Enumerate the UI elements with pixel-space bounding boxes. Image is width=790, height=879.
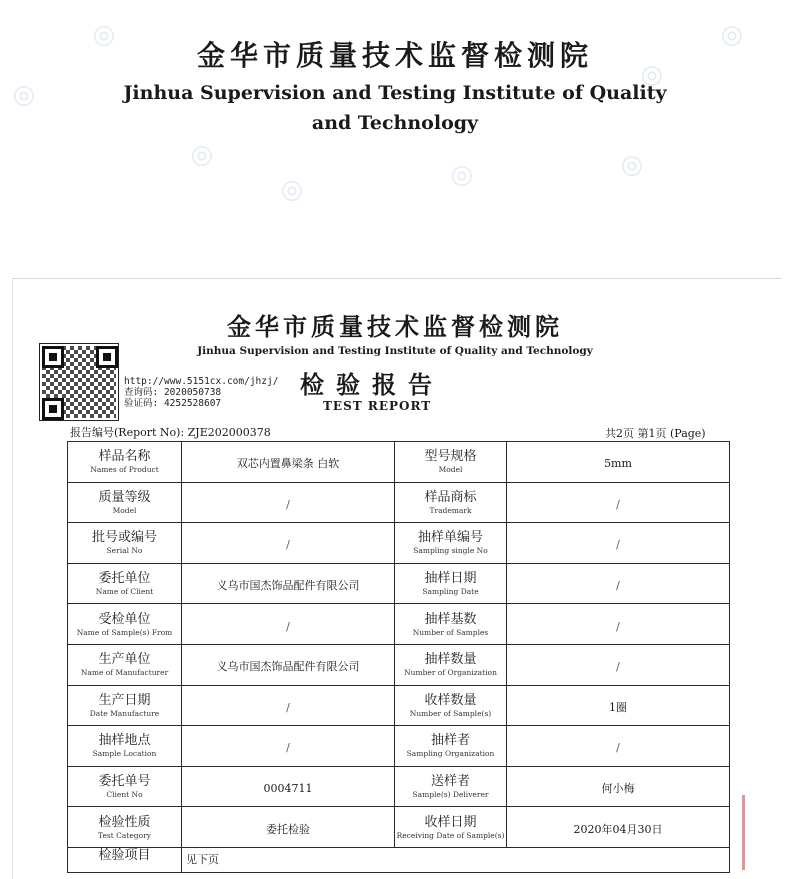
watermark-logo-icon: ◎ [634, 56, 668, 94]
page-header [0, 0, 790, 235]
table-row [68, 685, 730, 726]
field-value [507, 523, 730, 564]
field-label-en: Model [112, 505, 137, 515]
watermark-logo-icon: ◎ [86, 16, 120, 54]
field-label-en: Sample(s) Deliverer [412, 790, 489, 800]
table-row [68, 644, 730, 685]
report-title-en: TEST REPORT [323, 399, 432, 413]
field-label [395, 442, 507, 483]
field-label [395, 766, 507, 807]
watermark-logo-icon: ◎ [714, 16, 748, 54]
field-label [68, 807, 182, 848]
field-value [182, 604, 395, 645]
field-label-en: Date Manufacture [89, 708, 160, 718]
field-value-text: 义乌市国杰饰品配件有限公司 [216, 660, 360, 674]
watermark-logo-icon: ◎ [6, 76, 40, 114]
field-label-cn: 样品名称 [98, 449, 151, 465]
field-label-cn: 收样数量 [424, 692, 477, 708]
field-label-en: Test Category [98, 830, 151, 840]
field-label-cn: 抽样者 [430, 733, 470, 749]
field-label-en: Name of Manufacturer [80, 668, 169, 678]
field-value-text: / [286, 538, 290, 552]
field-label-en: Sampling Date [422, 587, 479, 597]
qr-url: http://www.5151cx.com/jhzj/ [124, 376, 279, 387]
field-value-text: 双芯内置鼻梁条 白软 [236, 457, 340, 471]
field-label-cn: 受检单位 [98, 611, 151, 627]
report-info-table [67, 441, 730, 873]
field-label-en: Sample Location [92, 749, 157, 759]
field-value [182, 644, 395, 685]
field-label-en: Number of Organization [404, 668, 497, 678]
field-value [182, 807, 395, 848]
field-value [507, 604, 730, 645]
field-label [68, 563, 182, 604]
verify-code: 验证码: 4252528607 [124, 398, 222, 409]
field-label [68, 604, 182, 645]
field-label-cn: 委托单位 [98, 571, 151, 587]
field-label-cn: 收样日期 [424, 814, 477, 830]
field-label-cn: 委托单号 [98, 774, 151, 790]
field-value-text: 0004711 [263, 782, 313, 796]
field-label [395, 482, 507, 523]
field-label [68, 766, 182, 807]
page-info: 共2页 第1页 (Page) [605, 427, 706, 440]
table-row [68, 766, 730, 807]
field-label [395, 726, 507, 767]
field-value [507, 807, 730, 848]
field-value-text: / [616, 538, 620, 552]
table-row [68, 482, 730, 523]
field-label-cn: 抽样数量 [424, 652, 477, 668]
field-label [68, 442, 182, 483]
qr-finder-pattern [42, 346, 64, 368]
field-label-cn: 样品商标 [424, 489, 477, 505]
qr-finder-pattern [96, 346, 118, 368]
field-value-text: / [616, 741, 620, 755]
field-label-en: Receiving Date of Sample(s) [396, 830, 505, 840]
field-label [395, 644, 507, 685]
field-value [507, 644, 730, 685]
field-label-cn: 检验项目 [98, 847, 151, 863]
report-title-cn: 检验报告 [300, 370, 444, 399]
watermark-logo-icon: ◎ [444, 156, 478, 194]
qr-info [124, 376, 278, 409]
field-label-cn: 质量等级 [98, 489, 151, 505]
report-org-en: Jinhua Supervision and Testing Institute of Quality and Technology [197, 345, 593, 357]
field-label-en: Serial No [106, 546, 143, 556]
field-label [395, 807, 507, 848]
field-value-text: 何小梅 [601, 782, 635, 796]
field-value-text: 见下页 [186, 852, 219, 866]
field-value-text: 委托检验 [266, 822, 310, 836]
field-label-en: Names of Product [90, 465, 159, 475]
table-row [68, 726, 730, 767]
table-row [68, 807, 730, 848]
header-title-en-line1: Jinhua Supervision and Testing Institute of Quality [123, 82, 667, 104]
qr-finder-pattern [42, 398, 64, 420]
field-value-text: / [616, 660, 620, 674]
watermark-logo-icon: ◎ [614, 146, 648, 184]
field-value [507, 726, 730, 767]
field-value [507, 482, 730, 523]
field-value [182, 482, 395, 523]
field-label [395, 523, 507, 564]
field-label-en: Number of Sample(s) [409, 708, 492, 718]
field-label-cn: 型号规格 [424, 449, 477, 465]
field-value [182, 766, 395, 807]
field-label-cn: 抽样日期 [424, 571, 477, 587]
field-label-cn: 生产日期 [98, 692, 151, 708]
field-value-text: 5mm [604, 457, 632, 471]
table-row [68, 847, 730, 872]
field-label [68, 644, 182, 685]
qr-code-icon [39, 343, 119, 421]
field-value-text: / [286, 700, 290, 714]
red-seal-stamp-icon [742, 795, 745, 870]
field-value-text: / [616, 619, 620, 633]
field-label-cn: 检验性质 [98, 814, 151, 830]
field-value [182, 442, 395, 483]
field-label [395, 685, 507, 726]
field-value [182, 523, 395, 564]
field-value-text: / [616, 497, 620, 511]
field-label-en: Client No [106, 790, 143, 800]
field-value-text: 2020年04月30日 [573, 822, 663, 836]
header-title-en-line2: and Technology [311, 112, 479, 134]
field-label [68, 847, 182, 872]
field-value-text: / [286, 497, 290, 511]
field-label-en: Number of Samples [412, 627, 489, 637]
field-label-cn: 批号或编号 [91, 530, 157, 546]
field-value [507, 766, 730, 807]
field-label-en: Model [438, 465, 463, 475]
field-value-text: 1圈 [609, 700, 627, 714]
field-value-text: / [616, 579, 620, 593]
field-value-text: 义乌市国杰饰品配件有限公司 [216, 579, 360, 593]
field-label-cn: 送样者 [430, 774, 470, 790]
field-label [68, 482, 182, 523]
field-label-en: Sampling single No [413, 546, 488, 556]
field-value [507, 563, 730, 604]
table-row [68, 563, 730, 604]
field-value [507, 442, 730, 483]
field-value [182, 726, 395, 767]
table-row [68, 523, 730, 564]
query-code: 查询码: 2020050738 [124, 387, 222, 398]
watermark-logo-icon: ◎ [184, 136, 218, 174]
field-label [395, 563, 507, 604]
table-row [68, 604, 730, 645]
field-label-cn: 抽样基数 [424, 611, 477, 627]
field-value [182, 847, 730, 872]
field-value [182, 563, 395, 604]
field-label-en: Name of Client [95, 587, 154, 597]
header-title-cn: 金华市质量技术监督检测院 [196, 39, 593, 72]
field-value [182, 685, 395, 726]
field-label-en: Sampling Organization [406, 749, 495, 759]
field-value-text: / [286, 619, 290, 633]
field-value-text: / [286, 741, 290, 755]
field-label-en: Trademark [429, 505, 472, 515]
field-label-cn: 抽样单编号 [417, 530, 483, 546]
field-label-en: Name of Sample(s) From [76, 627, 173, 637]
field-label [68, 726, 182, 767]
field-label-cn: 生产单位 [98, 652, 151, 668]
watermark-logo-icon: ◎ [274, 171, 308, 209]
field-label [395, 604, 507, 645]
field-label [68, 685, 182, 726]
report-number: 报告编号(Report No): ZJE202000378 [70, 426, 271, 439]
report-org-cn: 金华市质量技术监督检测院 [227, 312, 563, 341]
field-label [68, 523, 182, 564]
field-value [507, 685, 730, 726]
field-label-cn: 抽样地点 [98, 733, 151, 749]
table-row [68, 442, 730, 483]
